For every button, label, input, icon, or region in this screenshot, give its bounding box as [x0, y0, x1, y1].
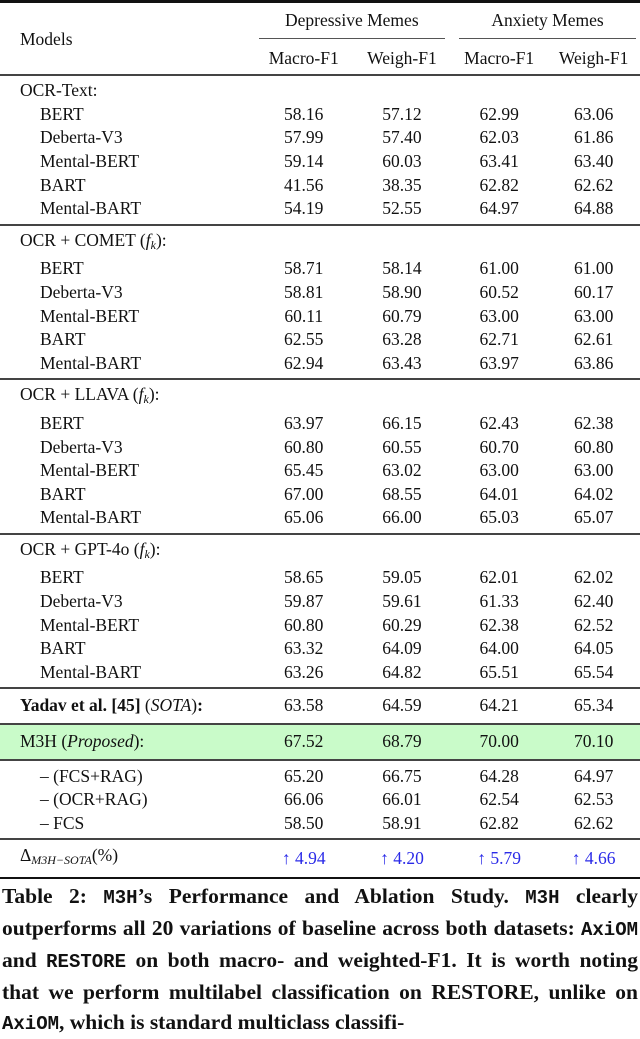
group-title-row — [0, 534, 640, 567]
cell: 65.03 — [479, 507, 519, 528]
cell: 60.70 — [479, 436, 519, 457]
cell: 62.38 — [479, 614, 519, 635]
model-name: Deberta-V3 — [40, 127, 123, 148]
cell: 62.40 — [573, 591, 614, 612]
group-title: OCR + GPT-4o $(f_k)$: — [0, 534, 640, 567]
table-row — [0, 197, 640, 221]
cell: 63.41 — [479, 150, 519, 171]
delta-cell: ↑ 5.79 — [451, 839, 547, 878]
cell: 41.56 — [284, 174, 324, 195]
cell: 65.20 — [255, 760, 353, 789]
table-row — [0, 174, 640, 198]
cell: 65.06 — [284, 507, 324, 528]
cell: 59.05 — [382, 567, 422, 588]
cell: 64.02 — [573, 483, 614, 504]
table-row — [0, 281, 640, 305]
cell: 64.82 — [382, 661, 422, 682]
table-row — [0, 483, 640, 507]
arrow-up-icon: ↑ — [571, 847, 581, 868]
cell: 64.59 — [353, 688, 451, 724]
cell: 63.00 — [573, 460, 614, 481]
metric-header: Macro-F1 — [464, 47, 535, 68]
model-name: BERT — [40, 412, 84, 433]
cell: 63.58 — [255, 688, 353, 724]
table-row — [0, 126, 640, 150]
cell: 66.15 — [382, 412, 422, 433]
model-name: BART — [40, 483, 86, 504]
cell: 64.97 — [479, 198, 519, 219]
cell: 63.43 — [382, 352, 422, 373]
model-name: Mental-BART — [40, 352, 142, 373]
table-row — [0, 590, 640, 614]
cell: 62.82 — [479, 812, 519, 833]
cell: 58.71 — [284, 258, 324, 279]
models-header: Models — [20, 28, 73, 49]
cell: 63.00 — [479, 460, 519, 481]
cell: 63.97 — [479, 352, 519, 373]
ablation-row — [0, 760, 640, 789]
cell: 62.03 — [479, 127, 519, 148]
cell: 66.06 — [284, 789, 324, 810]
cell: 60.29 — [382, 614, 422, 635]
cell: 63.00 — [479, 305, 519, 326]
cell: 58.91 — [382, 812, 422, 833]
table-row — [0, 412, 640, 436]
cell: 63.97 — [284, 412, 324, 433]
cell: 60.52 — [479, 281, 519, 302]
dataset-header-anxiety — [451, 2, 640, 43]
cell: 63.86 — [573, 352, 614, 373]
delta-cell: ↑ 4.94 — [255, 839, 353, 878]
cell: 68.55 — [382, 483, 422, 504]
sota-row — [0, 688, 640, 724]
cell: 61.86 — [573, 127, 614, 148]
sota-label: Yadav et al. [45] (SOTA): — [0, 688, 255, 724]
cell: 70.10 — [547, 724, 640, 760]
model-name: Deberta-V3 — [40, 281, 123, 302]
cell: 60.80 — [284, 436, 324, 457]
cell: 70.00 — [451, 724, 547, 760]
cell: 57.40 — [382, 127, 422, 148]
cell: 65.51 — [479, 661, 519, 682]
model-name: BERT — [40, 258, 84, 279]
cell: 63.00 — [573, 305, 614, 326]
cell: 63.02 — [382, 460, 422, 481]
metric-header: Weigh-F1 — [558, 47, 629, 68]
cell: 54.19 — [284, 198, 324, 219]
cell: 63.32 — [284, 638, 324, 659]
cell: 62.71 — [479, 329, 519, 350]
table-row — [0, 352, 640, 376]
dataset-depressive-label: Depressive Memes — [259, 9, 445, 39]
table-row — [0, 305, 640, 329]
cell: 60.11 — [284, 305, 324, 326]
group-title: OCR + LLAVA $(f_k)$: — [0, 379, 640, 412]
cell: 62.99 — [479, 103, 519, 124]
arrow-up-icon: ↑ — [380, 847, 389, 868]
model-name: Deberta-V3 — [40, 436, 123, 457]
cell: 58.16 — [284, 103, 324, 124]
cell: 62.62 — [573, 812, 614, 833]
model-name: BART — [40, 174, 86, 195]
header-row-datasets — [0, 2, 640, 43]
cell: 58.14 — [382, 258, 422, 279]
ablation-label: – (OCR+RAG) — [40, 789, 148, 810]
group-title: OCR-Text: — [0, 75, 640, 103]
cell: 66.00 — [382, 507, 422, 528]
cell: 62.53 — [573, 789, 614, 810]
proposed-row — [0, 724, 640, 760]
metric-header: Macro-F1 — [268, 47, 339, 68]
cell: 57.99 — [284, 127, 324, 148]
cell: 61.00 — [573, 258, 614, 279]
cell: 67.52 — [255, 724, 353, 760]
cell: 60.55 — [382, 436, 422, 457]
cell: 64.05 — [573, 638, 614, 659]
cell: 57.12 — [382, 103, 422, 124]
group-title-row — [0, 379, 640, 412]
cell: 38.35 — [382, 174, 422, 195]
cell: 64.28 — [451, 760, 547, 789]
ablation-label: – (FCS+RAG) — [0, 760, 255, 789]
cell: 64.01 — [479, 483, 519, 504]
cell: 62.38 — [573, 412, 614, 433]
model-name: BART — [40, 638, 86, 659]
delta-cell: ↑ 4.20 — [353, 839, 451, 878]
ablation-label: – FCS — [40, 812, 85, 833]
metric-header: Weigh-F1 — [367, 47, 437, 68]
cell: 65.54 — [573, 661, 614, 682]
proposed-label: M3H (Proposed): — [0, 724, 255, 760]
cell: 68.79 — [353, 724, 451, 760]
cell: 62.61 — [573, 329, 614, 350]
cell: 58.50 — [284, 812, 324, 833]
cell: 58.90 — [382, 281, 422, 302]
table-row — [0, 328, 640, 352]
cell: 67.00 — [284, 483, 324, 504]
cell: 59.14 — [284, 150, 324, 171]
cell: 62.62 — [573, 174, 614, 195]
delta-cell: ↑ 4.66 — [547, 839, 640, 878]
cell: 66.75 — [353, 760, 451, 789]
cell: 62.01 — [479, 567, 519, 588]
model-name: BERT — [40, 567, 84, 588]
cell: 58.65 — [284, 567, 324, 588]
model-name: Mental-BERT — [40, 150, 140, 171]
model-name: BERT — [40, 103, 84, 124]
cell: 58.81 — [284, 281, 324, 302]
table-row — [0, 637, 640, 661]
cell: 60.03 — [382, 150, 422, 171]
cell: 62.54 — [479, 789, 519, 810]
table-row — [0, 150, 640, 174]
cell: 60.80 — [284, 614, 324, 635]
model-name: Mental-BERT — [40, 460, 140, 481]
cell: 62.43 — [479, 412, 519, 433]
cell: 66.01 — [382, 789, 422, 810]
cell: 61.00 — [479, 258, 519, 279]
cell: 63.06 — [573, 103, 614, 124]
delta-label: $\Delta_{M3H-SOTA}(\%)$ — [0, 839, 255, 878]
group-title: OCR + COMET $(f_k)$: — [0, 225, 640, 258]
dataset-anxiety-label: Anxiety Memes — [459, 9, 636, 39]
table-row — [0, 459, 640, 483]
cell: 64.97 — [547, 760, 640, 789]
model-name: Mental-BART — [40, 198, 142, 219]
ablation-row — [0, 788, 640, 812]
model-name: Mental-BERT — [40, 614, 140, 635]
cell: 59.87 — [284, 591, 324, 612]
model-name: Mental-BART — [40, 661, 142, 682]
dataset-header-depressive — [255, 2, 451, 43]
model-name: BART — [40, 329, 86, 350]
cell: 65.34 — [547, 688, 640, 724]
table-row — [0, 257, 640, 281]
group-title-row — [0, 225, 640, 258]
cell: 52.55 — [382, 198, 422, 219]
delta-row — [0, 839, 640, 878]
model-name: Deberta-V3 — [40, 591, 123, 612]
cell: 61.33 — [479, 591, 519, 612]
arrow-up-icon: ↑ — [281, 847, 291, 868]
cell: 62.02 — [573, 567, 614, 588]
cell: 59.61 — [382, 591, 422, 612]
cell: 63.26 — [284, 661, 324, 682]
cell: 65.45 — [284, 460, 324, 481]
table-caption: Table 2: M3H’s Performance and Ablation Study. M3H clearly outperforms all 20 variations of baseline across both datasets: AxiOM and RESTORE on both macro- and weighted-F1. It is worth noting that we perform multilabel classification on RESTORE, unlike on AxiOM, which is standard multiclass classifi- — [2, 884, 638, 1035]
table-row — [0, 103, 640, 127]
cell: 64.09 — [382, 638, 422, 659]
table-row — [0, 614, 640, 638]
cell: 62.82 — [479, 174, 519, 195]
table-row — [0, 661, 640, 685]
ablation-row — [0, 812, 640, 836]
cell: 64.00 — [479, 638, 519, 659]
model-name: Mental-BERT — [40, 305, 140, 326]
cell: 60.17 — [573, 281, 614, 302]
cell: 60.79 — [382, 305, 422, 326]
cell: 64.88 — [573, 198, 614, 219]
table-row — [0, 506, 640, 530]
group-title-row — [0, 75, 640, 103]
cell: 64.21 — [451, 688, 547, 724]
arrow-up-icon: ↑ — [477, 847, 487, 868]
cell: 63.40 — [573, 150, 614, 171]
cell: 62.55 — [284, 329, 324, 350]
cell: 63.28 — [382, 329, 422, 350]
model-name: Mental-BART — [40, 507, 142, 528]
table-row — [0, 436, 640, 460]
cell: 65.07 — [573, 507, 614, 528]
cell: 62.52 — [573, 614, 614, 635]
table-row — [0, 566, 640, 590]
cell: 60.80 — [573, 436, 614, 457]
cell: 62.94 — [284, 352, 324, 373]
